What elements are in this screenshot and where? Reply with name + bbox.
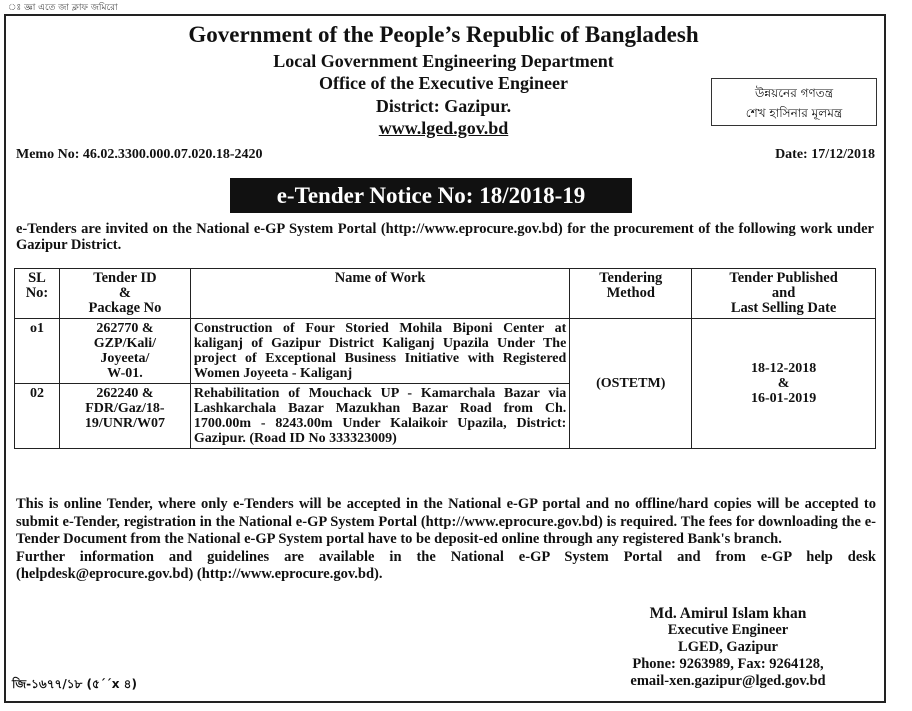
top-clipped-text: ঃ জ্ঞা এতে জা ক্লাফ জমিরো — [8, 3, 118, 13]
footer-code: জি-১৬৭৭/১৮ (৫´´x ৪) — [12, 677, 137, 691]
header-tendering-method: Tendering Method — [570, 269, 692, 319]
row-2-sl: 02 — [15, 384, 60, 449]
row-2-id-l1: 262240 & — [96, 386, 154, 401]
header-tender-id — [59, 269, 190, 319]
row-1-sl: o1 — [15, 319, 60, 384]
office-name: Office of the Executive Engineer — [319, 73, 568, 93]
row-2-work: Rehabilitation of Mouchack UP - Kamarchala Bazar via Lashkarchala Bazar Mazukhan Bazar Road from Ch. 1700.00m - 8243.00m Under Kalaikoir Upazila, District: Gazipur. (Road ID No 333323009) — [190, 384, 569, 449]
header-tender-id-l3: Package No — [88, 300, 162, 316]
signatory-title: Executive Engineer — [667, 622, 789, 638]
row-1-id-l1: 262770 & — [96, 321, 154, 336]
row-2-id-l2: FDR/Gaz/18- — [85, 401, 165, 416]
motto-line-1: উন্নয়নের গণতন্ত্র — [754, 86, 834, 100]
header-dates-l2: and — [771, 285, 796, 301]
header-sl: SL No: — [15, 269, 60, 319]
website-link[interactable]: www.lged.gov.bd — [378, 118, 509, 138]
table-header-row — [15, 269, 876, 319]
last-selling-date: 16-01-2019 — [750, 391, 817, 406]
signatory-email[interactable]: email-xen.gazipur@lged.gov.bd — [630, 673, 826, 689]
terms-paragraph-2: Further information and guidelines are available in the National e-GP System Portal and from e-GP help desk (helpdesk@eprocure.gov.bd) (http://www.eprocure.gov.bd). — [16, 548, 876, 582]
row-2-id-l3: 19/UNR/W07 — [84, 416, 165, 431]
header-dates-l3: Last Selling Date — [730, 300, 837, 316]
signatory-name: Md. Amirul Islam khan — [649, 605, 807, 622]
header-tender-id-l1: Tender ID — [93, 270, 157, 286]
row-1-id-l2: GZP/Kali/ — [93, 336, 157, 351]
notice-date: Date: 17/12/2018 — [775, 147, 875, 162]
motto-box — [711, 78, 877, 126]
header-tender-id-l2: & — [118, 285, 131, 301]
intro-paragraph: e-Tenders are invited on the National e-GP System Portal (http://www.eprocure.gov.bd) for the procurement of the following work under Gazipur District. — [16, 221, 874, 253]
published-date: 18-12-2018 — [750, 361, 817, 376]
signatory-phone: Phone: 9263989, Fax: 9264128, — [632, 656, 824, 672]
signatory-office: LGED, Gazipur — [678, 639, 778, 655]
district-name: District: Gazipur. — [375, 96, 512, 116]
table-row — [15, 319, 876, 384]
header-dates-l1: Tender Published — [729, 270, 838, 286]
motto-line-2: শেখ হাসিনার মূলমন্ত্র — [745, 106, 843, 120]
header-name-of-work: Name of Work — [190, 269, 569, 319]
dates-separator: & — [777, 376, 790, 391]
signature-block — [578, 605, 878, 690]
row-1-id-l3: Joyeeta/ — [100, 351, 150, 366]
header-dates — [692, 269, 876, 319]
row-1-id-l4: W-01. — [107, 366, 143, 381]
notice-title: e-Tender Notice No: 18/2018-19 — [230, 178, 632, 213]
tender-dates — [692, 319, 876, 449]
row-2-tender-id — [59, 384, 190, 449]
terms-paragraph-1: This is online Tender, where only e-Tenders will be accepted in the National e-GP portal and no offline/hard copies will be accepted to submit e-Tender, registration in the National e-GP System Portal (http://www.eprocure.gov.bd) is required. The fees for downloading the e-Tender Document from the National e-GP System portal have to be deposit-ed online through any registered Bank's branch. — [16, 496, 876, 547]
government-title: Government of the People’s Republic of Bangladesh — [188, 22, 699, 47]
department-name: Local Government Engineering Department — [273, 51, 614, 71]
terms-text — [16, 496, 876, 584]
tendering-method: (OSTETM) — [570, 319, 692, 449]
row-1-work: Construction of Four Storied Mohila Biponi Center at kaliganj of Gazipur District Kaliganj Upazila Under The project of Exceptional Business Initiative with Registered Women Joyeeta - Kaliganj — [190, 319, 569, 384]
memo-number: Memo No: 46.02.3300.000.07.020.18-2420 — [16, 147, 263, 162]
row-1-tender-id — [59, 319, 190, 384]
tender-table — [14, 268, 876, 449]
